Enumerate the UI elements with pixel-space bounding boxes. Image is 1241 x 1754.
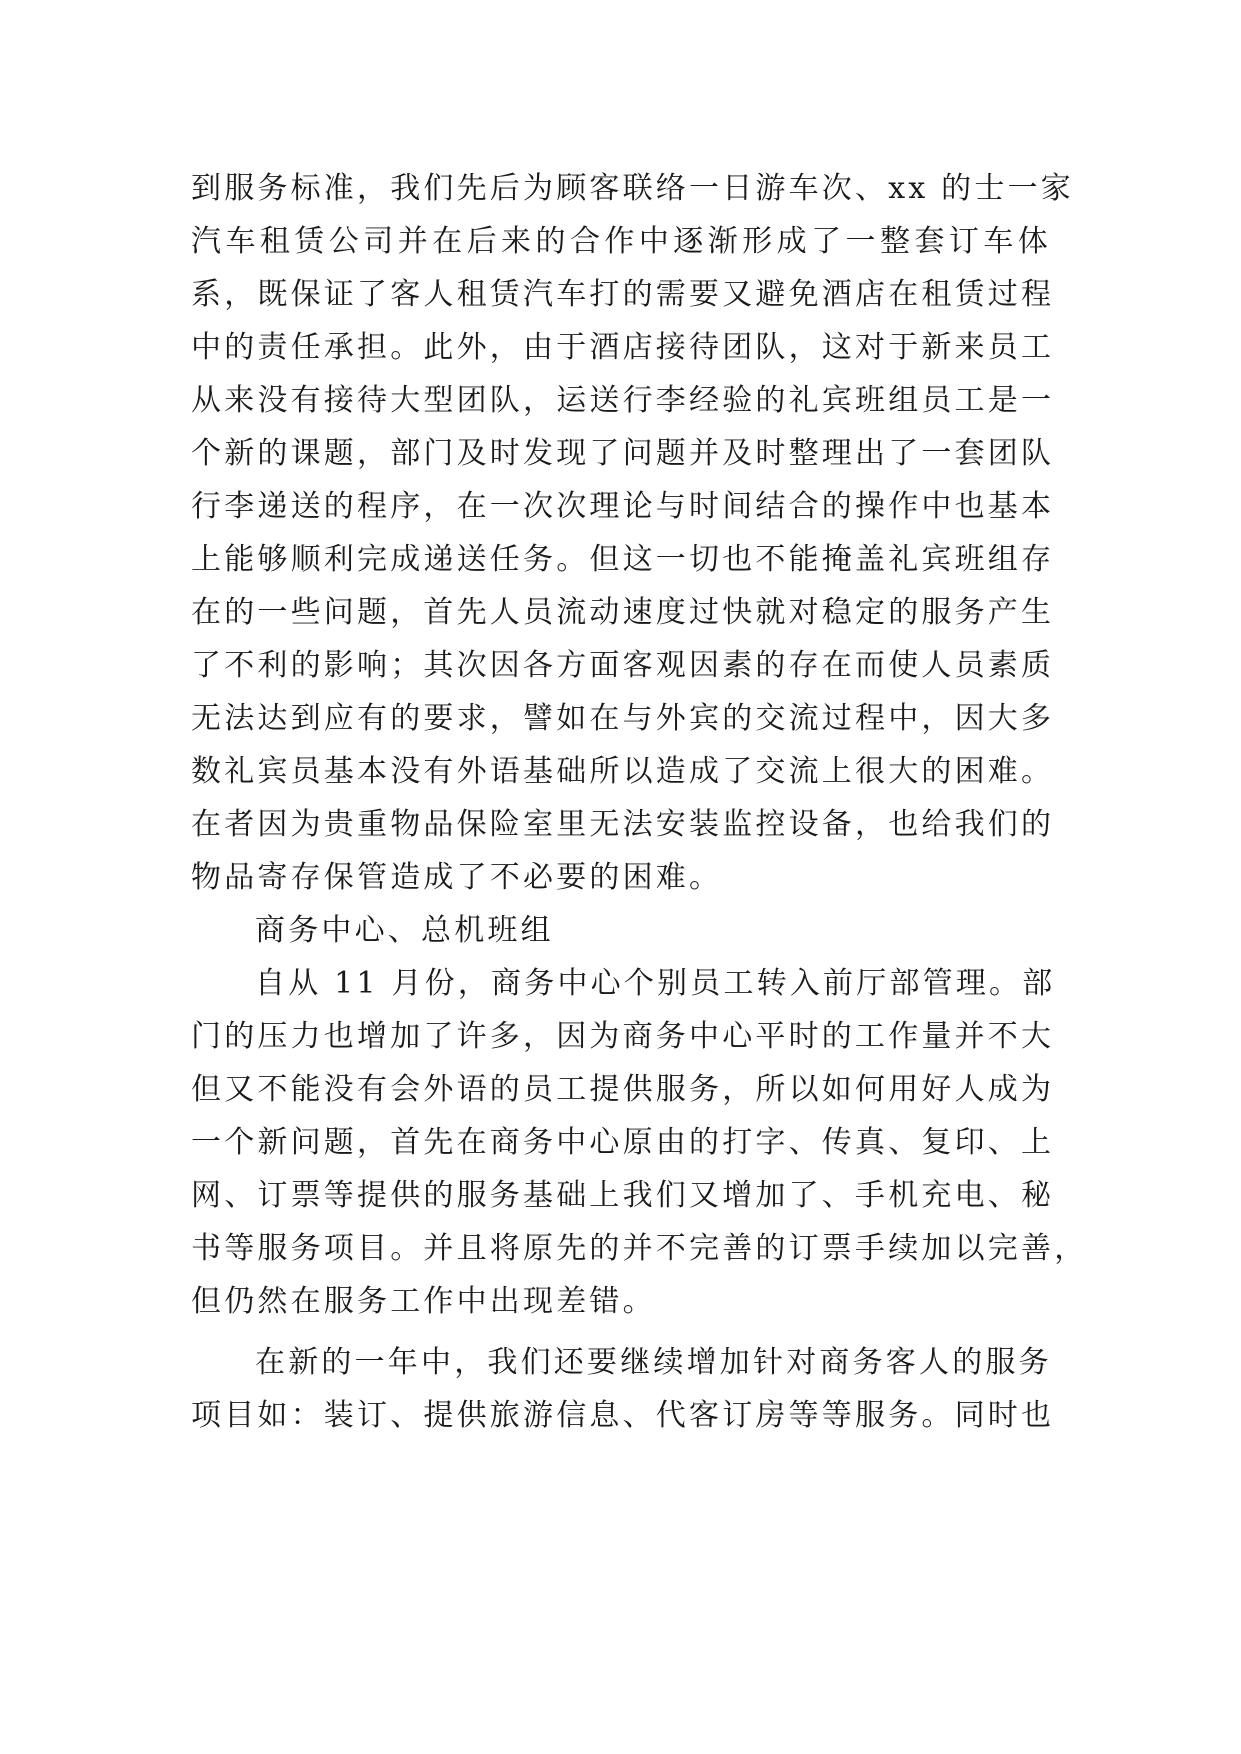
text-line: 在的一些问题，首先人员流动速度过快就对稳定的服务产生 (191, 595, 1055, 630)
paragraph-concierge (191, 162, 1074, 904)
text-line: 汽车租赁公司并在后来的合作中逐渐形成了一整套订车体 (191, 224, 1051, 259)
document-body (191, 162, 1088, 1442)
text-line: 项目如：装订、提供旅游信息、代客订房等等服务。同时也 (191, 1398, 1055, 1433)
text-line: 系，既保证了客人租赁汽车打的需要又避免酒店在租赁过程 (191, 277, 1055, 312)
text-line: 中的责任承担。此外，由于酒店接待团队，这对于新来员工 (191, 330, 1055, 365)
paragraph-new-year (191, 1336, 1055, 1442)
paragraph-gap (191, 1328, 1051, 1336)
text-line: 网、订票等提供的服务基础上我们又增加了、手机充电、秘 (191, 1178, 1055, 1213)
text-line: 但仍然在服务工作中出现差错。 (191, 1284, 656, 1319)
paragraph-business-center (191, 957, 1088, 1328)
text-line: 行李递送的程序，在一次次理论与时间结合的操作中也基本 (191, 489, 1055, 524)
text-line: 无法达到应有的要求，譬如在与外宾的交流过程中，因大多 (191, 701, 1055, 736)
text-line: 到服务标准，我们先后为顾客联络一日游车次、xx 的士一家 (191, 171, 1074, 206)
text-line: 数礼宾员基本没有外语基础所以造成了交流上很大的困难。 (191, 754, 1055, 789)
text-line: 物品寄存保管造成了不必要的困难。 (191, 860, 723, 895)
text-line: 书等服务项目。并且将原先的并不完善的订票手续加以完善， (191, 1231, 1088, 1266)
text-line: 在者因为贵重物品保险室里无法安装监控设备，也给我们的 (191, 807, 1055, 842)
text-line: 从来没有接待大型团队，运送行李经验的礼宾班组员工是一 (191, 383, 1055, 418)
text-line: 上能够顺利完成递送任务。但这一切也不能掩盖礼宾班组存 (191, 542, 1055, 577)
text-line: 一个新问题，首先在商务中心原由的打字、传真、复印、上 (191, 1125, 1055, 1160)
text-line: 在新的一年中，我们还要继续增加针对商务客人的服务 (255, 1345, 1052, 1380)
text-line: 门的压力也增加了许多，因为商务中心平时的工作量并不大 (191, 1019, 1055, 1054)
text-line: 了不利的影响；其次因各方面客观因素的存在而使人员素质 (191, 648, 1055, 683)
text-line: 个新的课题，部门及时发现了问题并及时整理出了一套团队 (191, 436, 1055, 471)
text-line: 但又不能没有会外语的员工提供服务，所以如何用好人成为 (191, 1072, 1055, 1107)
section-heading: 商务中心、总机班组 (255, 913, 554, 948)
text-line: 自从 11 月份，商务中心个别员工转入前厅部管理。部 (255, 966, 1056, 1001)
